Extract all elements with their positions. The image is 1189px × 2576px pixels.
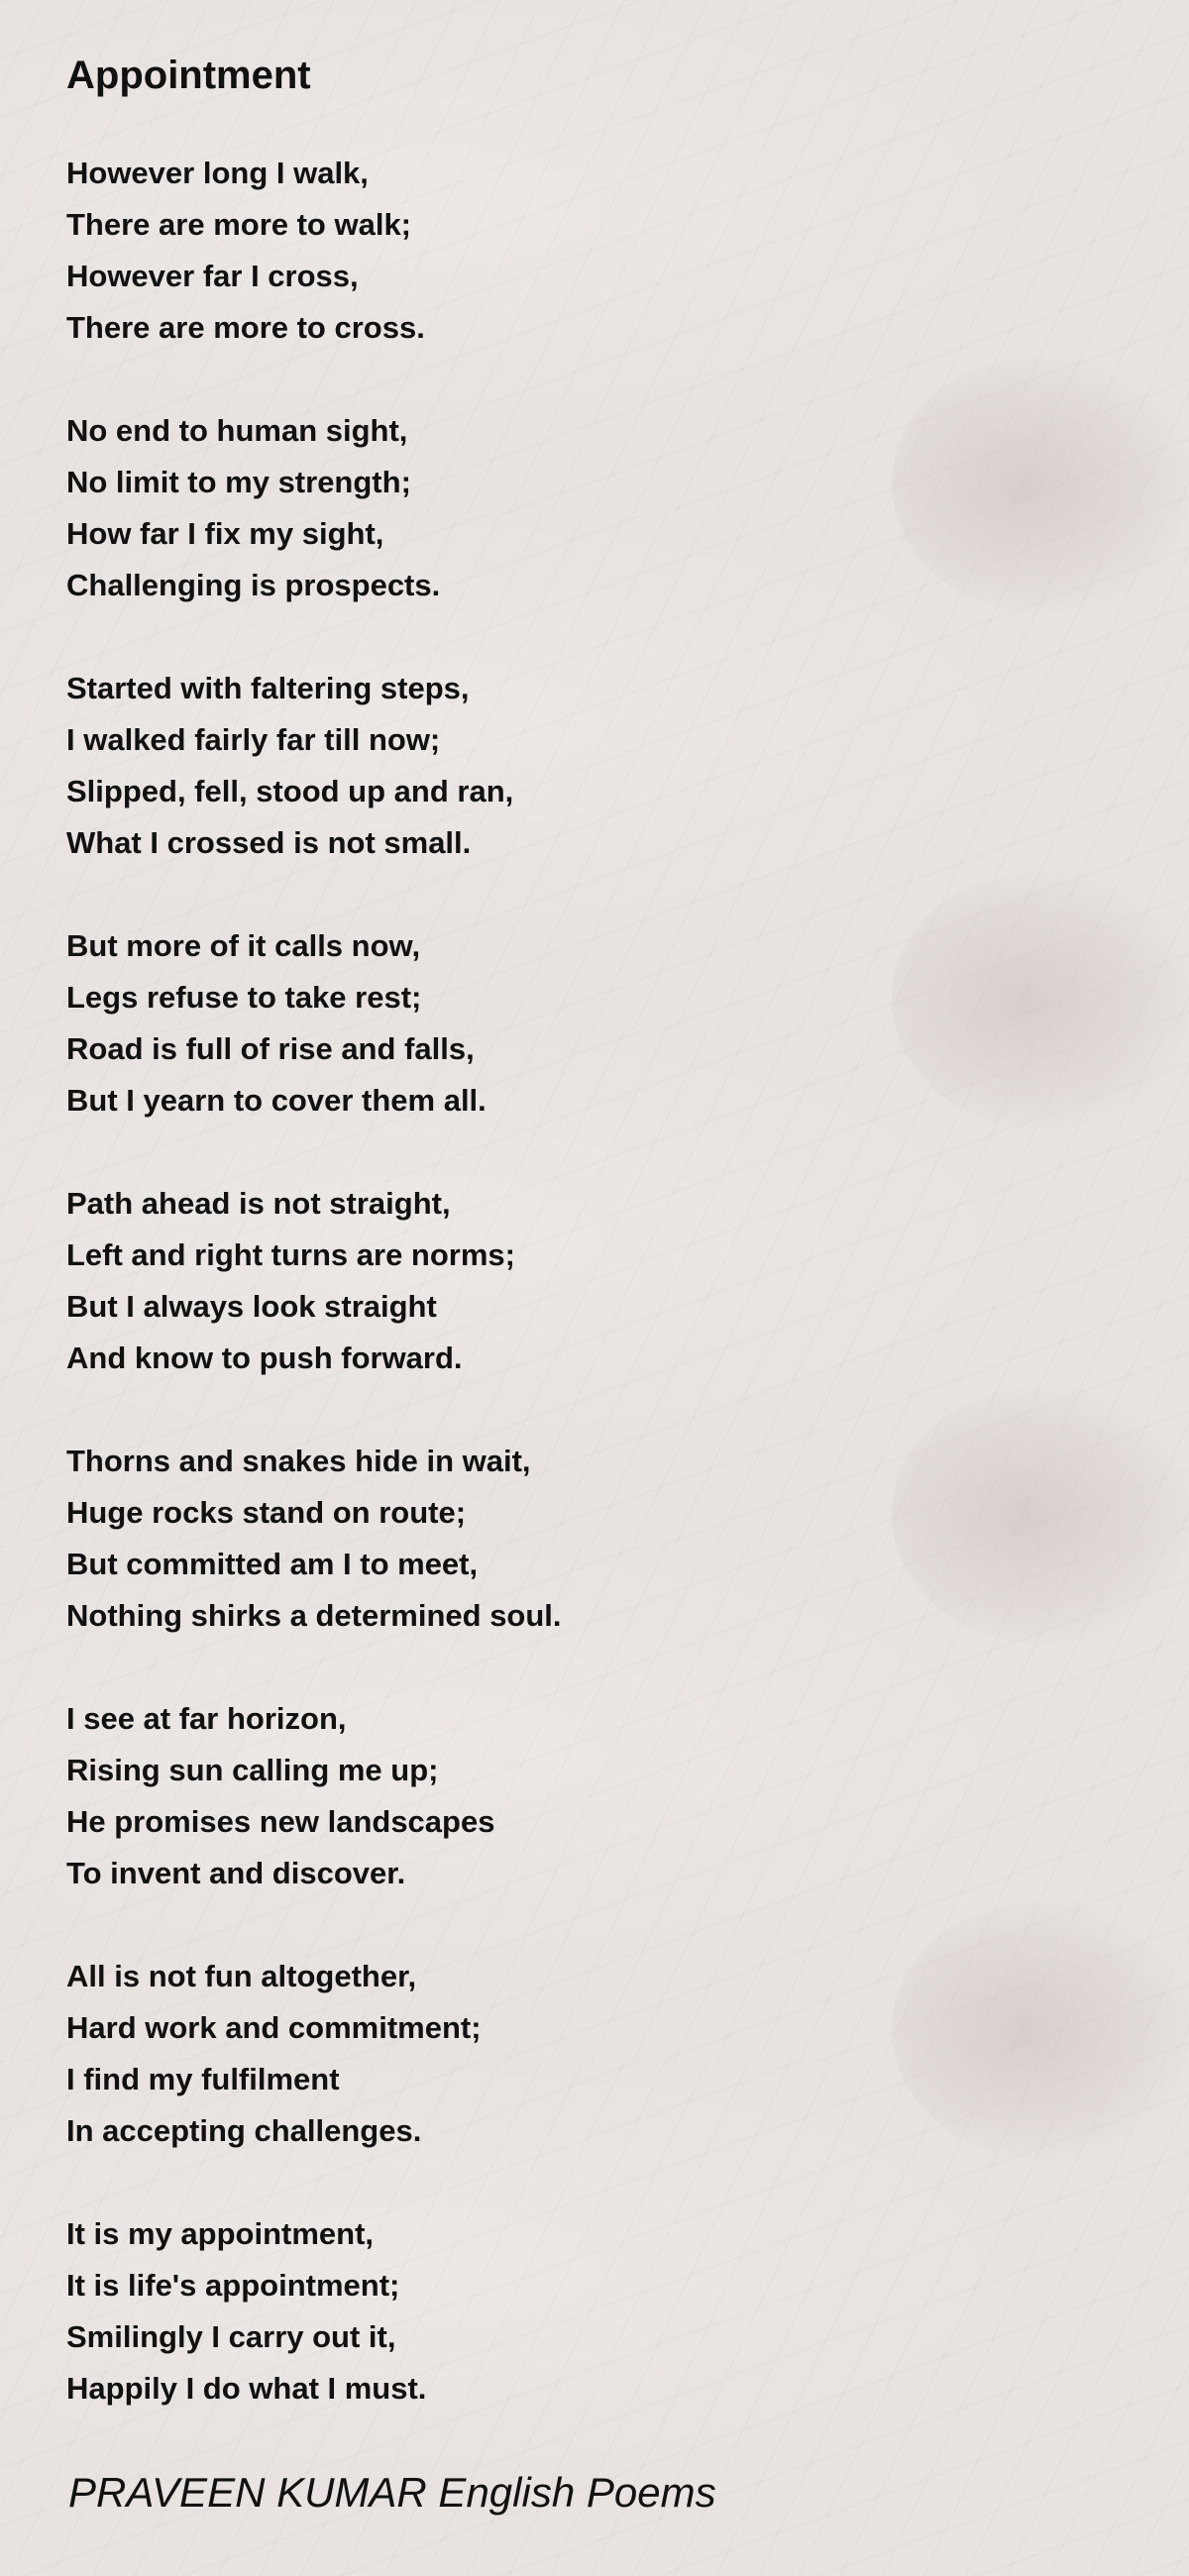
poem-line: Huge rocks stand on route; (66, 1495, 467, 1530)
poem-line: Started with faltering steps, (66, 671, 470, 705)
poem-line: However long I walk, (66, 156, 369, 190)
stanza-gap (66, 1127, 562, 1178)
stanza-gap (66, 354, 562, 405)
poem-line: Road is full of rise and falls, (66, 1031, 475, 1066)
poem-line: He promises new landscapes (66, 1804, 495, 1839)
poem-line: And know to push forward. (66, 1341, 463, 1375)
poem-line: No limit to my strength; (66, 465, 411, 499)
poem-line: But committed am I to meet, (66, 1547, 479, 1581)
poem-line: It is life's appointment; (66, 2268, 400, 2303)
poem-line: Left and right turns are norms; (66, 1237, 515, 1272)
background-blot (892, 1387, 1189, 1645)
poem-line: Rising sun calling me up; (66, 1753, 439, 1787)
stanza-gap (66, 1899, 562, 1951)
poem-line: I find my fulfilment (66, 2062, 340, 2096)
poem-line: Happily I do what I must. (66, 2371, 427, 2406)
poem-line: Thorns and snakes hide in wait, (66, 1444, 531, 1478)
stanza-gap (66, 1642, 562, 1693)
poem-line: Legs refuse to take rest; (66, 980, 422, 1015)
stanza (66, 2208, 562, 2415)
poem-line: No end to human sight, (66, 413, 408, 448)
stanza-gap (66, 2157, 562, 2208)
poem-body (66, 148, 562, 2415)
poem-line: Nothing shirks a determined soul. (66, 1598, 562, 1633)
background-blot (892, 872, 1189, 1129)
stanza (66, 1436, 562, 1642)
poem-line: Challenging is prospects. (66, 568, 441, 602)
poem-line: In accepting challenges. (66, 2113, 422, 2148)
poem-line: But I yearn to cover them all. (66, 1083, 486, 1118)
poem-line: But more of it calls now, (66, 928, 421, 963)
background-blot (892, 1902, 1189, 2160)
poem-line: I walked fairly far till now; (66, 722, 441, 757)
poem-line: All is not fun altogether, (66, 1959, 417, 1993)
stanza-gap (66, 869, 562, 920)
stanza (66, 1693, 562, 1899)
stanza (66, 663, 562, 869)
poem-line: Hard work and commitment; (66, 2010, 482, 2045)
background-blot (892, 357, 1189, 614)
stanza (66, 920, 562, 1127)
poem-line: Slipped, fell, stood up and ran, (66, 774, 514, 808)
poem-line: It is my appointment, (66, 2216, 375, 2251)
stanza (66, 405, 562, 611)
stanza (66, 1178, 562, 1384)
poem-line: How far I fix my sight, (66, 516, 384, 551)
poem-line: I see at far horizon, (66, 1701, 347, 1736)
poem-author-footer: PRAVEEN KUMAR English Poems (68, 2469, 716, 2516)
stanza-gap (66, 1384, 562, 1436)
stanza-gap (66, 611, 562, 663)
poem-line: What I crossed is not small. (66, 825, 472, 860)
poem-line: There are more to cross. (66, 310, 425, 345)
poem-line: Smilingly I carry out it, (66, 2319, 396, 2354)
poem-line: Path ahead is not straight, (66, 1186, 451, 1221)
poem-line: To invent and discover. (66, 1856, 406, 1890)
stanza (66, 148, 562, 354)
poem-line: However far I cross, (66, 259, 359, 293)
stanza (66, 1951, 562, 2157)
poem-line: But I always look straight (66, 1289, 437, 1324)
poem-line: There are more to walk; (66, 207, 412, 242)
poem-title: Appointment (66, 54, 311, 97)
